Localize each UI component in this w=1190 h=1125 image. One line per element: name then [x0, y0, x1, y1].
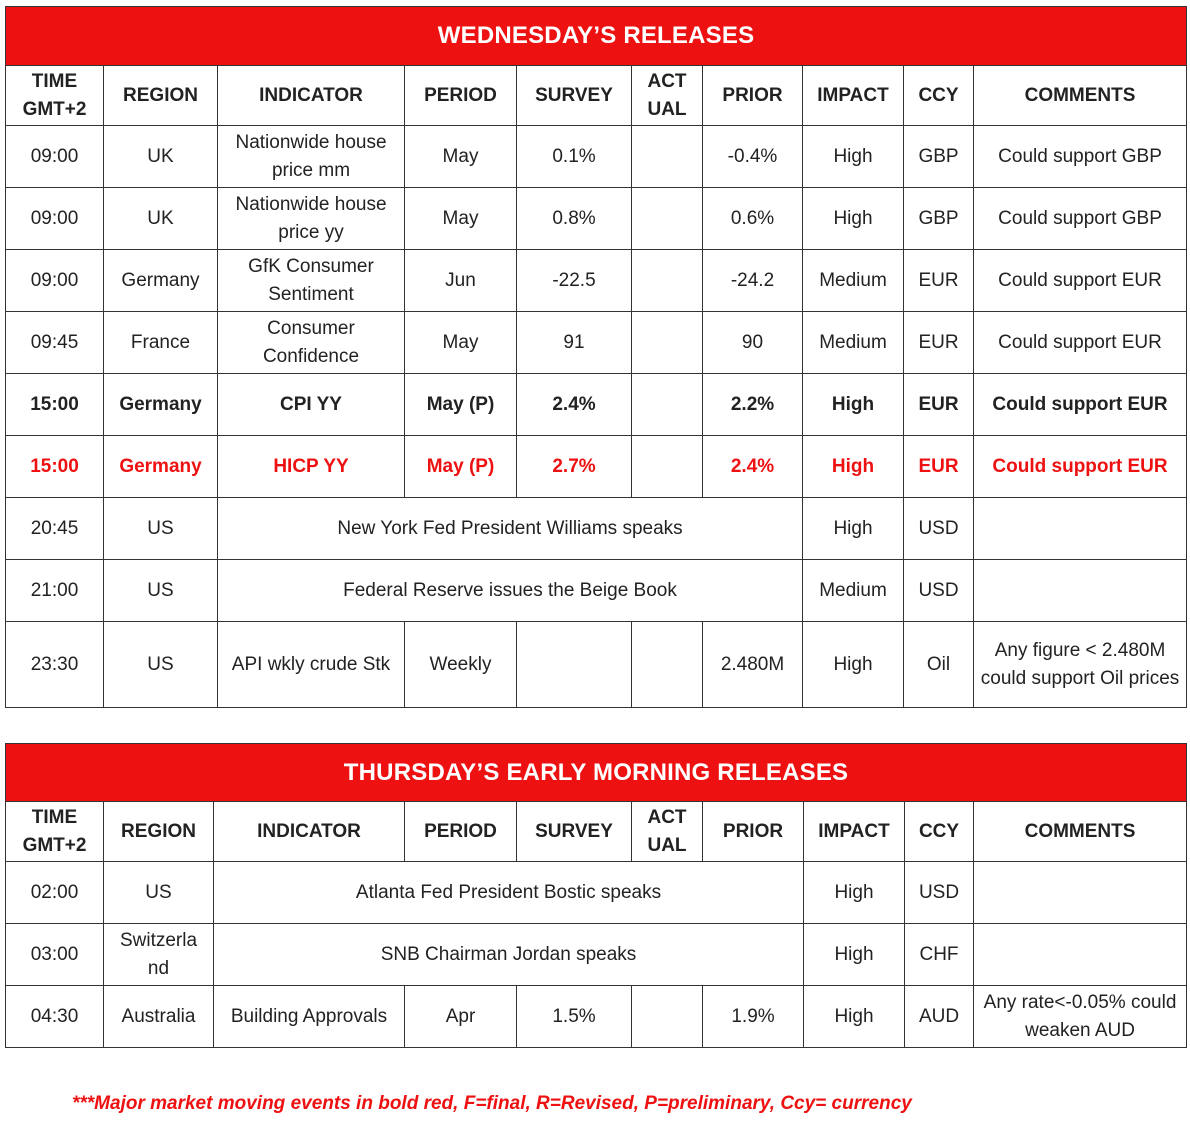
time-cell: 21:00	[6, 560, 104, 622]
wednesday-releases-table	[5, 6, 1187, 708]
indicator-cell: Building Approvals	[214, 986, 405, 1048]
header-comments: COMMENTS	[974, 66, 1187, 126]
impact-cell: Medium	[803, 312, 904, 374]
comments-cell: Any rate<-0.05% could weaken AUD	[974, 986, 1187, 1048]
ccy-cell: EUR	[904, 250, 974, 312]
survey-cell: 0.1%	[517, 126, 632, 188]
actual-cell	[632, 374, 703, 436]
ccy-cell: EUR	[904, 436, 974, 498]
header-ccy: CCY	[904, 66, 974, 126]
wednesday-title: WEDNESDAY’S RELEASES	[6, 7, 1187, 66]
impact-cell: High	[803, 436, 904, 498]
header-region: REGION	[104, 66, 218, 126]
ccy-cell: GBP	[904, 126, 974, 188]
event-cell: SNB Chairman Jordan speaks	[214, 924, 804, 986]
prior-cell: 2.4%	[703, 436, 803, 498]
time-cell: 04:30	[6, 986, 104, 1048]
region-cell: US	[104, 862, 214, 924]
comments-cell	[974, 498, 1187, 560]
header-actual: ACT UAL	[632, 802, 703, 862]
indicator-cell: Nationwide house price yy	[218, 188, 405, 250]
survey-cell: -22.5	[517, 250, 632, 312]
survey-cell: 2.7%	[517, 436, 632, 498]
header-row	[6, 802, 1187, 862]
comments-cell: Could support EUR	[974, 312, 1187, 374]
actual-cell	[632, 188, 703, 250]
region-cell: US	[104, 622, 218, 708]
region-cell: Australia	[104, 986, 214, 1048]
indicator-cell: GfK Consumer Sentiment	[218, 250, 405, 312]
region-cell: Germany	[104, 250, 218, 312]
comments-cell	[974, 924, 1187, 986]
time-cell: 15:00	[6, 374, 104, 436]
region-cell: France	[104, 312, 218, 374]
table-row	[6, 622, 1187, 708]
indicator-cell: Nationwide house price mm	[218, 126, 405, 188]
comments-cell: Could support GBP	[974, 126, 1187, 188]
impact-cell: High	[804, 924, 905, 986]
event-cell: Federal Reserve issues the Beige Book	[218, 560, 803, 622]
survey-cell	[517, 622, 632, 708]
actual-cell	[632, 250, 703, 312]
period-cell: Apr	[405, 986, 517, 1048]
survey-cell: 2.4%	[517, 374, 632, 436]
header-comments: COMMENTS	[974, 802, 1187, 862]
region-cell: Germany	[104, 436, 218, 498]
time-cell: 09:45	[6, 312, 104, 374]
region-cell: Germany	[104, 374, 218, 436]
ccy-cell: AUD	[905, 986, 974, 1048]
ccy-cell: GBP	[904, 188, 974, 250]
header-prior: PRIOR	[703, 66, 803, 126]
comments-cell: Could support GBP	[974, 188, 1187, 250]
prior-cell: 2.2%	[703, 374, 803, 436]
header-impact: IMPACT	[803, 66, 904, 126]
impact-cell: Medium	[803, 250, 904, 312]
indicator-cell: HICP YY	[218, 436, 405, 498]
comments-cell: Could support EUR	[974, 436, 1187, 498]
header-actual: ACT UAL	[632, 66, 703, 126]
table-row	[6, 250, 1187, 312]
ccy-cell: USD	[904, 560, 974, 622]
header-period: PERIOD	[405, 802, 517, 862]
actual-cell	[632, 436, 703, 498]
actual-cell	[632, 126, 703, 188]
impact-cell: High	[803, 498, 904, 560]
period-cell: Weekly	[405, 622, 517, 708]
period-cell: May (P)	[405, 436, 517, 498]
region-cell: UK	[104, 188, 218, 250]
actual-cell	[632, 986, 703, 1048]
region-cell: Switzerla nd	[104, 924, 214, 986]
indicator-cell: Consumer Confidence	[218, 312, 405, 374]
header-period: PERIOD	[405, 66, 517, 126]
table-row	[6, 436, 1187, 498]
header-survey: SURVEY	[517, 66, 632, 126]
header-indicator: INDICATOR	[218, 66, 405, 126]
actual-cell	[632, 622, 703, 708]
region-cell: US	[104, 560, 218, 622]
table-row	[6, 126, 1187, 188]
impact-cell: High	[804, 862, 905, 924]
table-row	[6, 498, 1187, 560]
impact-cell: High	[804, 986, 905, 1048]
period-cell: May	[405, 312, 517, 374]
ccy-cell: Oil	[904, 622, 974, 708]
header-ccy: CCY	[905, 802, 974, 862]
time-cell: 02:00	[6, 862, 104, 924]
ccy-cell: EUR	[904, 374, 974, 436]
comments-cell: Could support EUR	[974, 374, 1187, 436]
ccy-cell: USD	[904, 498, 974, 560]
header-prior: PRIOR	[703, 802, 804, 862]
region-cell: US	[104, 498, 218, 560]
impact-cell: High	[803, 188, 904, 250]
time-cell: 09:00	[6, 188, 104, 250]
region-cell: UK	[104, 126, 218, 188]
time-cell: 09:00	[6, 250, 104, 312]
comments-cell	[974, 862, 1187, 924]
prior-cell: -0.4%	[703, 126, 803, 188]
table-row	[6, 924, 1187, 986]
header-survey: SURVEY	[517, 802, 632, 862]
time-cell: 03:00	[6, 924, 104, 986]
table-row	[6, 560, 1187, 622]
header-time: TIME GMT+2	[6, 66, 104, 126]
table-row	[6, 374, 1187, 436]
comments-cell: Any figure < 2.480M could support Oil prices	[974, 622, 1187, 708]
indicator-cell: API wkly crude Stk	[218, 622, 405, 708]
impact-cell: High	[803, 622, 904, 708]
table-row	[6, 312, 1187, 374]
prior-cell: 1.9%	[703, 986, 804, 1048]
period-cell: May	[405, 126, 517, 188]
impact-cell: High	[803, 126, 904, 188]
survey-cell: 1.5%	[517, 986, 632, 1048]
event-cell: New York Fed President Williams speaks	[218, 498, 803, 560]
time-cell: 09:00	[6, 126, 104, 188]
survey-cell: 91	[517, 312, 632, 374]
header-row	[6, 66, 1187, 126]
prior-cell: 90	[703, 312, 803, 374]
thursday-title: THURSDAY’S EARLY MORNING RELEASES	[6, 744, 1187, 802]
period-cell: May (P)	[405, 374, 517, 436]
comments-cell: Could support EUR	[974, 250, 1187, 312]
table-row	[6, 862, 1187, 924]
prior-cell: 2.480M	[703, 622, 803, 708]
table-row	[6, 188, 1187, 250]
indicator-cell: CPI YY	[218, 374, 405, 436]
table-row	[6, 986, 1187, 1048]
actual-cell	[632, 312, 703, 374]
period-cell: Jun	[405, 250, 517, 312]
ccy-cell: CHF	[905, 924, 974, 986]
time-cell: 20:45	[6, 498, 104, 560]
survey-cell: 0.8%	[517, 188, 632, 250]
prior-cell: 0.6%	[703, 188, 803, 250]
time-cell: 15:00	[6, 436, 104, 498]
comments-cell	[974, 560, 1187, 622]
time-cell: 23:30	[6, 622, 104, 708]
header-impact: IMPACT	[804, 802, 905, 862]
footnote: ***Major market moving events in bold red, F=final, R=Revised, P=preliminary, Ccy= currency	[72, 1093, 912, 1114]
impact-cell: High	[803, 374, 904, 436]
impact-cell: Medium	[803, 560, 904, 622]
header-indicator: INDICATOR	[214, 802, 405, 862]
event-cell: Atlanta Fed President Bostic speaks	[214, 862, 804, 924]
thursday-releases-table	[5, 743, 1187, 1048]
header-time: TIME GMT+2	[6, 802, 104, 862]
ccy-cell: USD	[905, 862, 974, 924]
ccy-cell: EUR	[904, 312, 974, 374]
prior-cell: -24.2	[703, 250, 803, 312]
period-cell: May	[405, 188, 517, 250]
header-region: REGION	[104, 802, 214, 862]
